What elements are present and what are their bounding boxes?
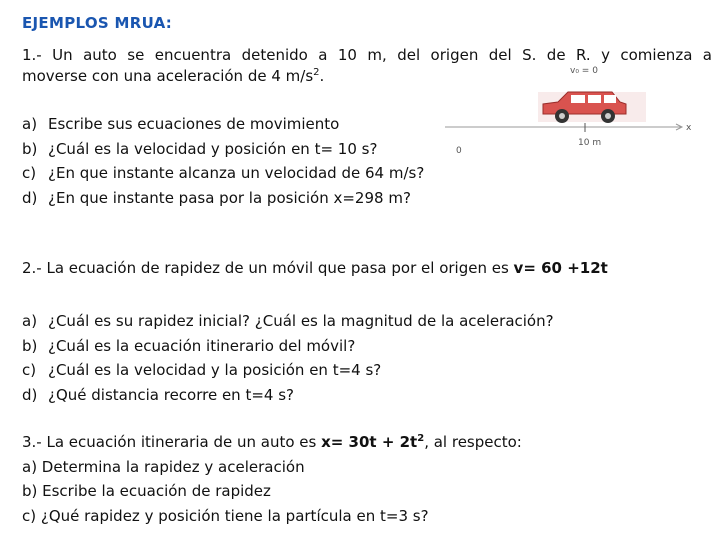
list-item: b) Escribe la ecuación de rapidez (22, 482, 271, 500)
item-text: ¿Cuál es la velocidad y la posición en t=4 s? (48, 361, 382, 379)
item-text: ¿Cuál es la ecuación itinerario del móvil? (48, 336, 356, 355)
car-figure (440, 62, 700, 157)
item-text: ¿En que instante alcanza un velocidad de 64 m/s? (48, 164, 425, 182)
item-label: c) (22, 361, 37, 379)
list-item (22, 161, 424, 186)
item-label: c) (22, 164, 37, 182)
item-text: ¿En que instante pasa por la posición x=298 m? (48, 188, 411, 207)
list-item: a) Determina la rapidez y aceleración (22, 457, 305, 476)
list-item: c) ¿Qué rapidez y posición tiene la partícula en t=3 s? (22, 506, 429, 525)
list-item (22, 358, 554, 383)
problem-3-equation (321, 433, 424, 451)
problem-2-text: 2.- La ecuación de rapidez de un móvil que pasa por el origen es (22, 259, 514, 277)
problem-3-text-end: , al respecto: (424, 433, 522, 451)
v0-label: v₀ = 0 (570, 66, 598, 76)
list-item (22, 309, 554, 334)
problem-1-questions (22, 112, 424, 210)
item-text: ¿Cuál es la velocidad y posición en t= 10 s? (48, 139, 378, 158)
exponent: 2 (313, 67, 320, 78)
problem-3-block (22, 430, 522, 528)
problem-1-line-1: 1.- Un auto se encuentra detenido a 10 m, del origen del S. de R. y comienza a (22, 46, 712, 64)
item-text: ¿Qué distancia recorre en t=4 s? (48, 385, 294, 404)
car-icon (538, 92, 646, 123)
item-label: b) (22, 139, 38, 158)
item-label: a) (22, 115, 38, 133)
exponent: 2 (417, 433, 425, 444)
equation-text: x= 30t + 2t (321, 433, 418, 451)
item-label: b) (22, 336, 38, 355)
list-item (22, 383, 554, 408)
page-heading: EJEMPLOS MRUA: (22, 14, 173, 32)
problem-1-line-2 (22, 67, 324, 85)
problem-2-equation: v= 60 +12t (513, 259, 608, 277)
origin-label: 0 (456, 146, 462, 156)
item-label: d) (22, 188, 38, 207)
problem-3-text: 3.- La ecuación itineraria de un auto es (22, 433, 322, 451)
list-item (22, 186, 424, 211)
problem-2-statement (22, 258, 608, 279)
problem-3-statement (22, 430, 522, 455)
axis-x-label: x (686, 123, 692, 133)
problem-1-line-2-end: . (319, 67, 325, 85)
problem-1-line-2-text: moverse con una aceleración de 4 m/s (22, 67, 314, 85)
item-label: d) (22, 385, 38, 404)
list-item (22, 334, 554, 359)
item-label: a) (22, 312, 38, 330)
list-item (22, 112, 424, 137)
item-text: Escribe sus ecuaciones de movimiento (48, 115, 340, 133)
list-item (22, 137, 424, 162)
distance-label: 10 m (578, 138, 602, 148)
problem-2-questions (22, 309, 554, 407)
item-text: ¿Cuál es su rapidez inicial? ¿Cuál es la magnitud de la aceleración? (48, 312, 554, 330)
